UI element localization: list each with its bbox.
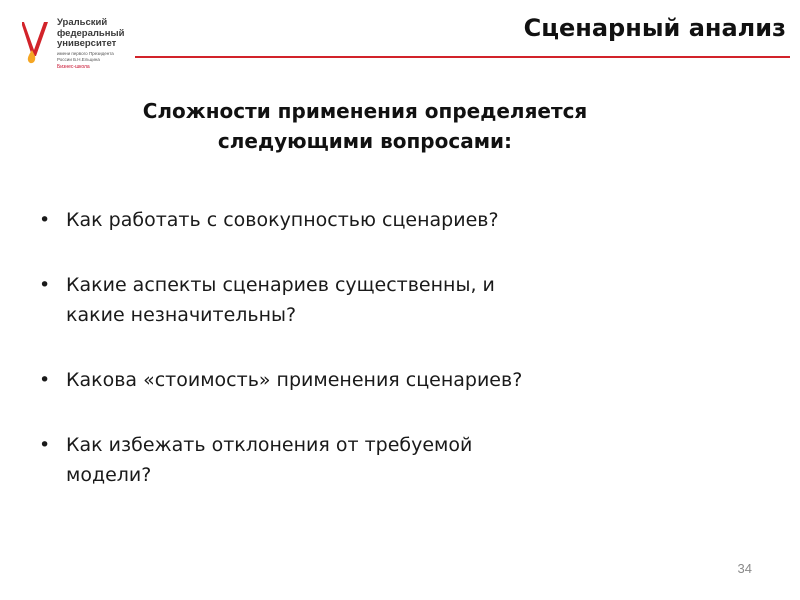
bullet-item [36,365,756,395]
bullet-dot: • [39,369,51,391]
title-divider [135,56,790,58]
university-logo [22,18,132,74]
logo-subtitle-1: имени первого Президента [57,50,114,56]
logo-text [57,18,137,70]
logo-subtitle-2: России Б.Н.Ельцина [57,56,100,62]
heading-line-1: Сложности применения определяется [142,99,588,123]
page-number: 34 [737,561,752,576]
logo-line-3: университет [57,38,117,49]
bullet-text-continued: модели? [66,464,152,486]
bullet-dot: • [39,434,51,456]
bullet-list [36,205,756,490]
bullet-text-continued: какие незначительны? [66,304,297,326]
logo-line-1: Уральский [57,17,108,28]
heading-line-2: следующими вопросами: [217,129,513,153]
slide-heading [40,96,690,156]
bullet-text: Как работать с совокупностью сценариев? [66,209,499,231]
bullet-item [36,430,756,490]
urfu-logo-mark-icon [22,20,50,64]
bullet-item [36,205,756,235]
bullet-text: Какие аспекты сценариев существенны, и [66,274,495,296]
bullet-text: Какова «стоимость» применения сценариев? [66,369,523,391]
logo-line-2: федеральный [57,27,125,39]
slide-title: Сценарный анализ [523,14,786,42]
bullet-item [36,270,756,330]
bullet-dot: • [39,209,51,231]
bullet-text: Как избежать отклонения от требуемой [66,434,473,456]
logo-school: Бизнес-школа [57,63,90,70]
bullet-dot: • [39,274,51,296]
